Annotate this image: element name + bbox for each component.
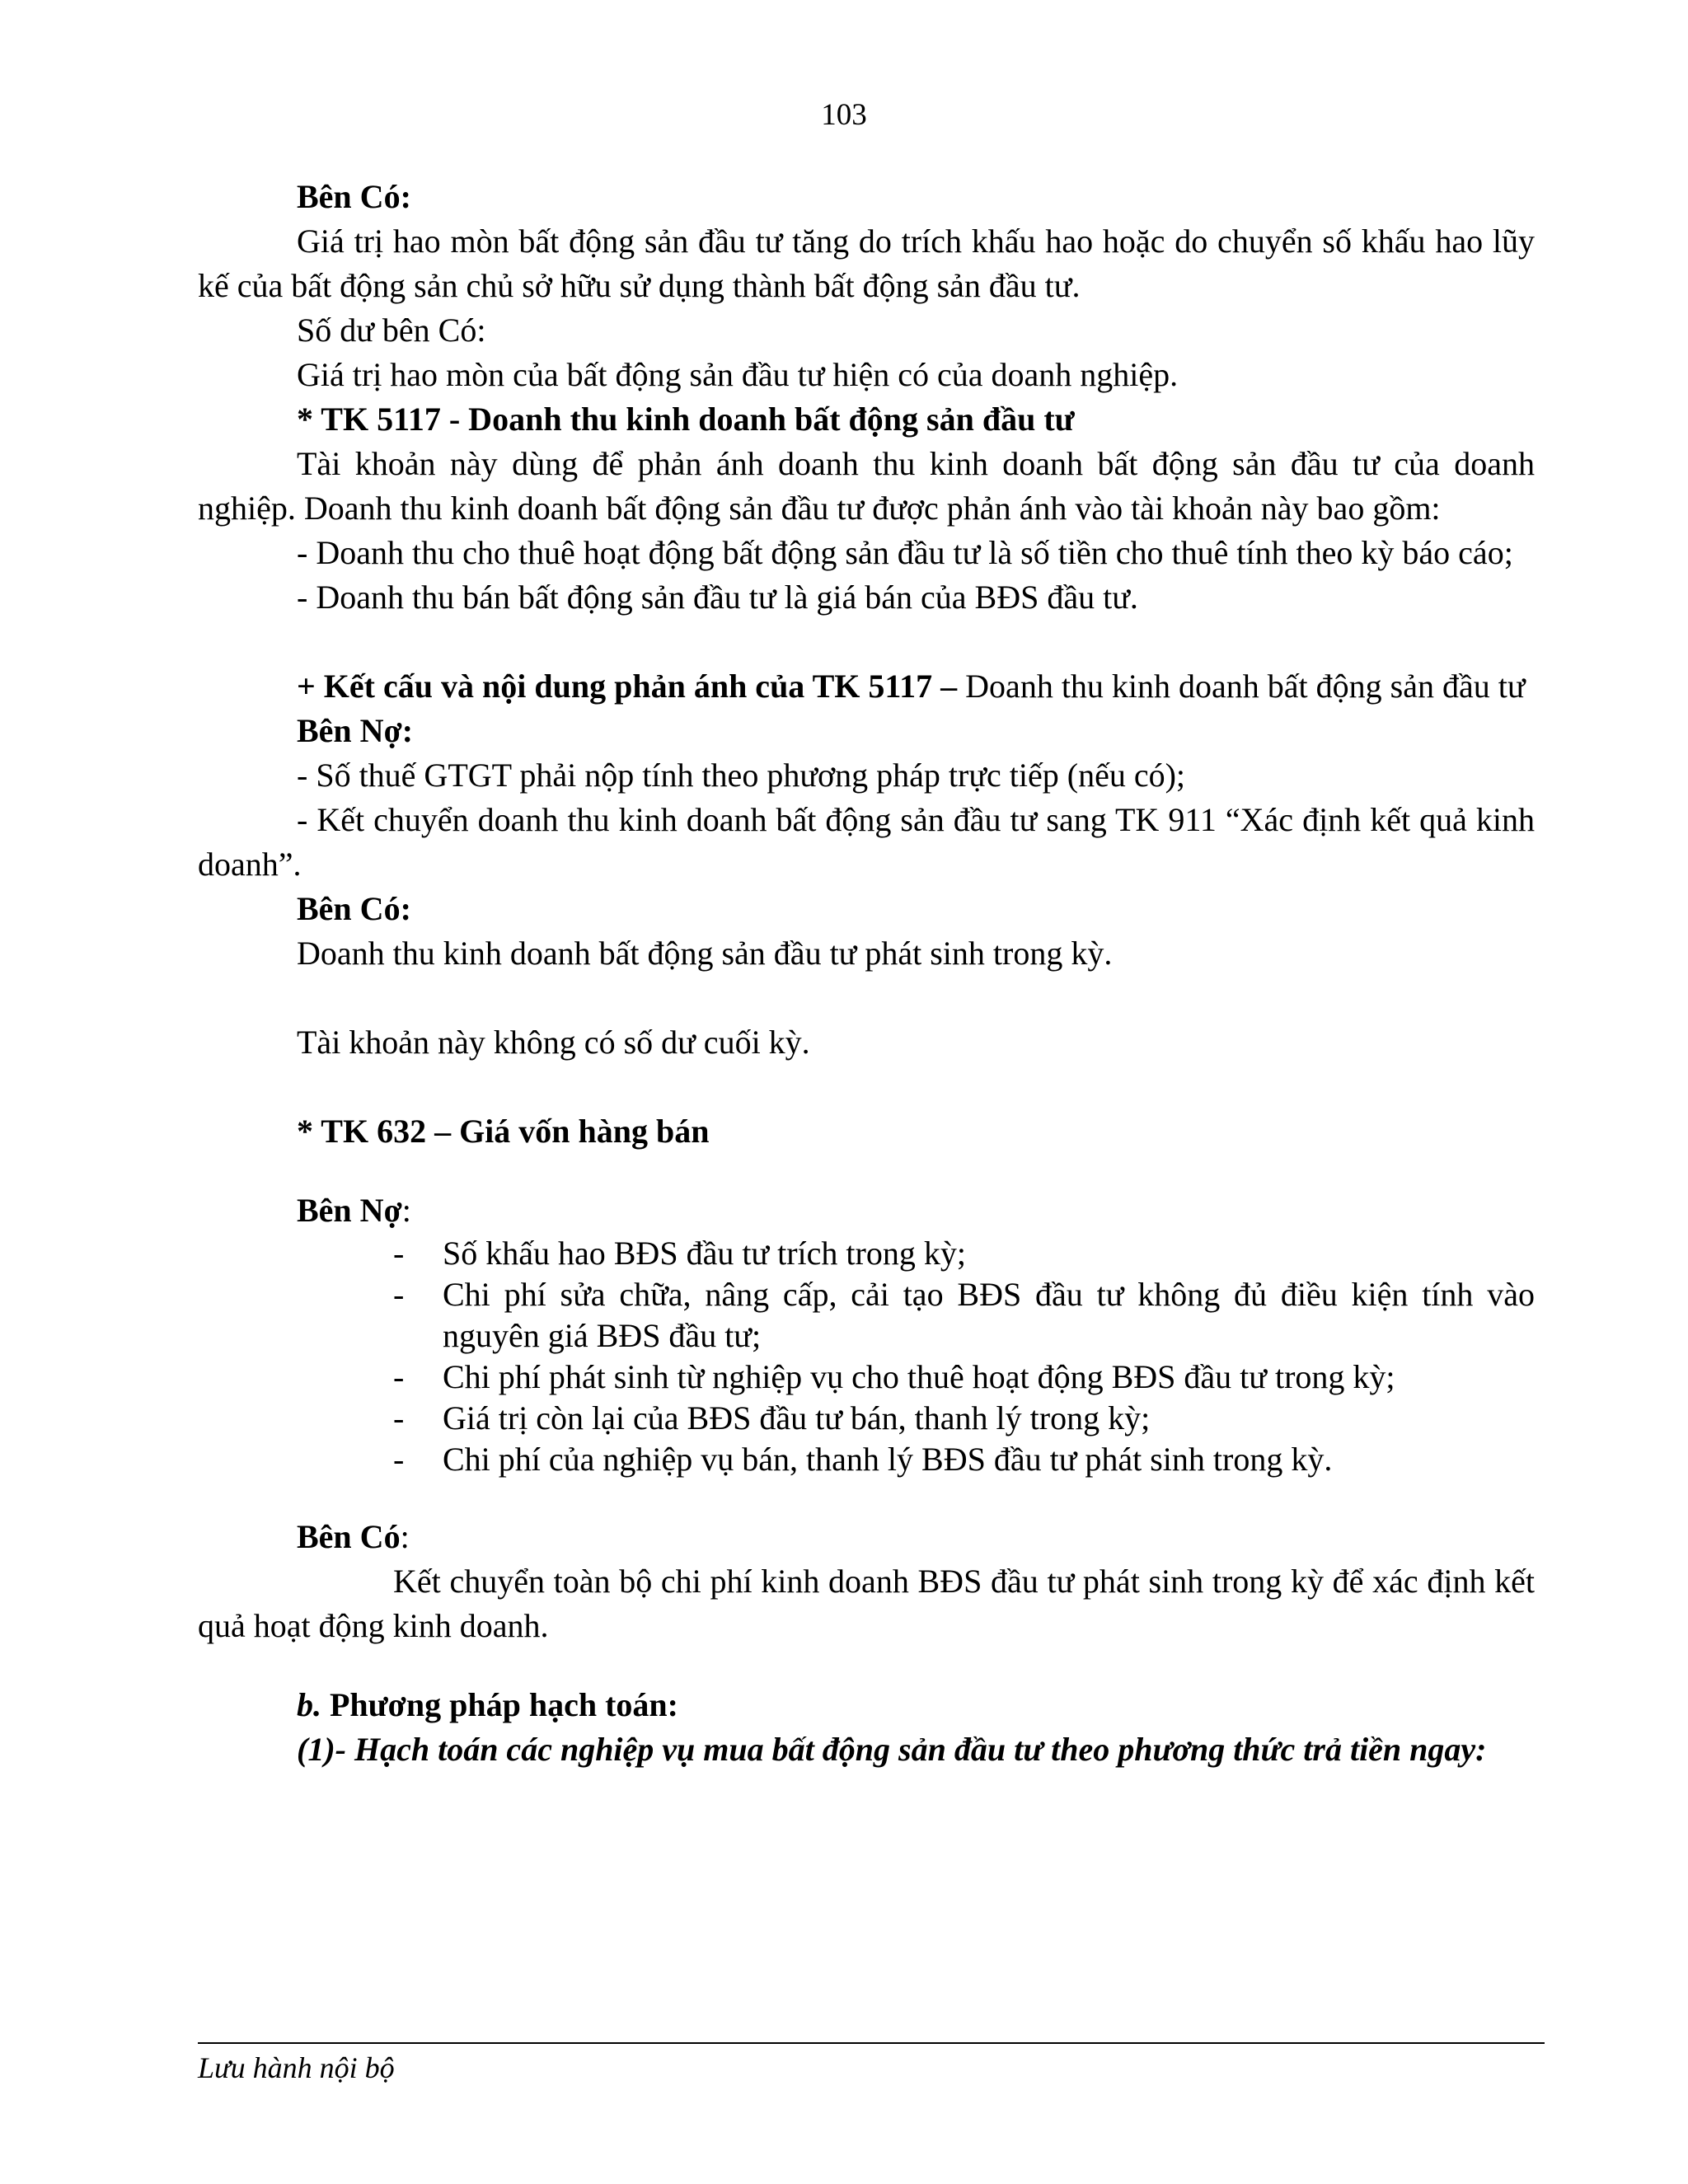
tk632-heading: * TK 632 – Giá vốn hàng bán <box>297 1113 710 1150</box>
tk5117-structure-heading: + Kết cấu và nội dung phản ánh của TK 5117 – Doanh thu kinh doanh bất động sản đầu tư <box>297 668 1526 705</box>
page-content <box>198 175 1535 1772</box>
spacer <box>198 1648 1535 1683</box>
spacer <box>198 1480 1535 1515</box>
tk632-ben-co-text: Kết chuyển toàn bộ chi phí kinh doanh BĐS đầu tư phát sinh trong kỳ để xác định kết quả hoạt động kinh doanh. <box>198 1563 1535 1644</box>
page-number: 103 <box>821 98 867 132</box>
spacer <box>198 1065 1535 1109</box>
tk5117-ben-co-text: Doanh thu kinh doanh bất động sản đầu tư phát sinh trong kỳ. <box>297 935 1113 972</box>
tk5117-item-rental: - Doanh thu cho thuê hoạt động bất động sản đầu tư là số tiền cho thuê tính theo kỳ báo cáo; <box>297 534 1513 571</box>
spacer <box>198 976 1535 1020</box>
spacer <box>198 1154 1535 1188</box>
spacer <box>198 620 1535 664</box>
tk5117-ben-no-vat: - Số thuế GTGT phải nộp tính theo phương pháp trực tiếp (nếu có); <box>297 757 1186 794</box>
ben-co-heading: Bên Có: <box>297 178 411 215</box>
tk632-ben-co-heading: Bên Có: <box>297 1518 410 1555</box>
tk5117-description: Tài khoản này dùng để phản ánh doanh thu kinh doanh bất động sản đầu tư của doanh nghiệp. Doanh thu kinh doanh bất động sản đầu tư được phản ánh vào tài khoản này bao gồm: <box>198 445 1535 527</box>
ben-co-text: Giá trị hao mòn bất động sản đầu tư tăng do trích khấu hao hoặc do chuyển số khấu hao lũy kế của bất động sản chủ sở hữu sử dụng thành bất động sản đầu tư. <box>198 223 1535 304</box>
tk632-ben-no-list <box>198 1233 1535 1480</box>
tk5117-ben-co-heading: Bên Có: <box>297 890 411 927</box>
method-subheading-1: (1)- Hạch toán các nghiệp vụ mua bất động sản đầu tư theo phương thức trả tiền ngay: <box>297 1731 1487 1768</box>
footer-divider <box>198 2042 1545 2044</box>
balance-label: Số dư bên Có: <box>297 312 486 349</box>
list-item: - Số khấu hao BĐS đầu tư trích trong kỳ; <box>393 1235 966 1272</box>
list-item: - Chi phí phát sinh từ nghiệp vụ cho thuê hoạt động BĐS đầu tư trong kỳ; <box>393 1358 1395 1395</box>
footer-note: Lưu hành nội bộ <box>198 2051 395 2084</box>
balance-text: Giá trị hao mòn của bất động sản đầu tư hiện có của doanh nghiệp. <box>297 356 1179 393</box>
list-item: - Giá trị còn lại của BĐS đầu tư bán, thanh lý trong kỳ; <box>393 1399 1151 1436</box>
tk5117-no-balance: Tài khoản này không có số dư cuối kỳ. <box>297 1024 810 1061</box>
tk5117-ben-no-heading: Bên Nợ: <box>297 712 414 749</box>
list-item: - Chi phí sửa chữa, nâng cấp, cải tạo BĐS đầu tư không đủ điều kiện tính vào nguyên giá BĐS đầu tư; <box>393 1276 1535 1354</box>
list-item: - Chi phí của nghiệp vụ bán, thanh lý BĐS đầu tư phát sinh trong kỳ. <box>393 1441 1333 1478</box>
tk5117-heading: * TK 5117 - Doanh thu kinh doanh bất động sản đầu tư <box>297 401 1075 438</box>
tk5117-ben-no-transfer: - Kết chuyển doanh thu kinh doanh bất động sản đầu tư sang TK 911 “Xác định kết quả kinh doanh”. <box>198 801 1535 883</box>
method-heading: b. Phương pháp hạch toán: <box>297 1686 678 1723</box>
tk5117-item-sale: - Doanh thu bán bất động sản đầu tư là giá bán của BĐS đầu tư. <box>297 579 1138 616</box>
tk632-ben-no-heading: Bên Nợ: <box>297 1192 411 1229</box>
